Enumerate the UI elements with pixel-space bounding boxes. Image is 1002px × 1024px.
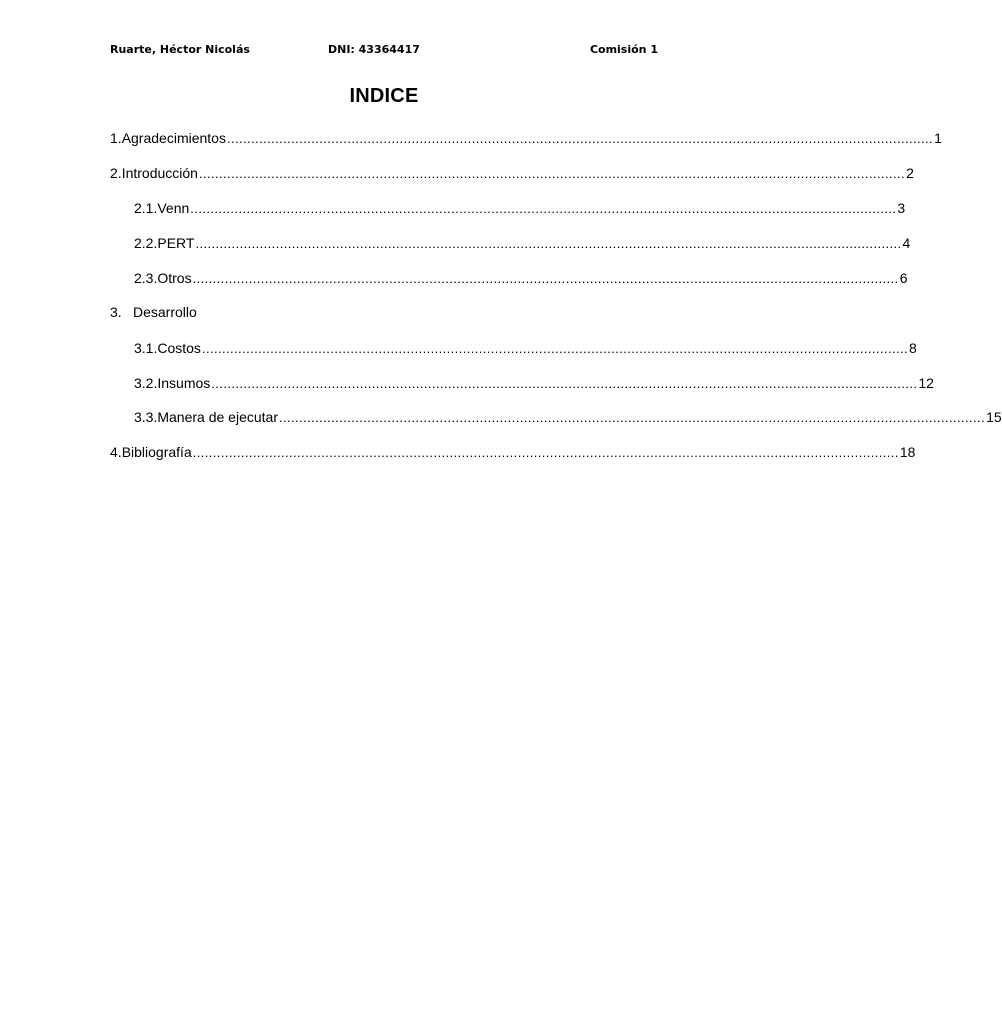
toc-page: 1 (934, 130, 942, 146)
toc-leader: ................................................................................................................................................................................ (190, 201, 897, 216)
toc-leader: ................................................................................................................................................................................ (211, 376, 918, 391)
toc-label: Costos (157, 340, 201, 356)
toc-label: PERT (157, 235, 195, 251)
toc-entry-introduccion[interactable] (110, 163, 914, 183)
toc-page: 2 (906, 165, 914, 181)
toc-number: 2.3. (134, 270, 158, 286)
toc-page: 15 (986, 409, 1002, 425)
toc-number: 2.2. (134, 235, 158, 251)
toc-entry-pert[interactable] (134, 233, 911, 253)
toc-page: 8 (909, 340, 917, 356)
toc-number: 3.2. (134, 375, 158, 391)
toc-leader: ................................................................................................................................................................................ (279, 410, 986, 425)
toc-leader: ................................................................................................................................................................................ (192, 271, 899, 286)
toc-leader: ................................................................................................................................................................................ (198, 166, 906, 181)
toc-label: Desarrollo (133, 304, 197, 320)
toc-leader: ................................................................................................................................................................................ (201, 341, 909, 356)
toc-label: Insumos (157, 375, 211, 391)
toc-number: 3.3. (134, 409, 158, 425)
toc-label: Otros (157, 270, 192, 286)
author-dni: DNI: 43364417 (328, 43, 420, 56)
toc-number: 2.1. (134, 200, 158, 216)
toc-entry-venn[interactable] (134, 198, 906, 218)
toc-page: 6 (899, 270, 908, 286)
toc-label: Venn (157, 200, 190, 216)
page-header (110, 43, 658, 61)
toc-number: 4. (110, 444, 122, 460)
toc-label: Introducción (121, 165, 198, 181)
toc-entry-desarrollo[interactable] (110, 302, 556, 322)
toc-entry-otros[interactable] (134, 268, 908, 288)
toc-page: 3 (897, 200, 906, 216)
toc-entry-manera-de-ejecutar[interactable] (134, 407, 1002, 427)
toc-leader: ................................................................................................................................................................................ (226, 131, 934, 146)
page-title: INDICE (349, 85, 419, 107)
toc-entry-bibliografia[interactable] (110, 442, 916, 462)
toc-page: 4 (902, 235, 911, 251)
toc-entry-agradecimientos[interactable] (110, 128, 942, 148)
author-name: Ruarte, Héctor Nicolás (110, 43, 250, 56)
toc-number: 3.1. (134, 340, 158, 356)
commission: Comisión 1 (589, 43, 658, 56)
toc-label: Manera de ejecutar (157, 409, 278, 425)
toc-number: 1. (110, 130, 122, 146)
toc-number: 3. (110, 304, 122, 320)
toc-leader: ................................................................................................................................................................................ (195, 236, 902, 251)
toc-entry-costos[interactable] (134, 338, 917, 358)
toc-number: 2. (110, 165, 122, 181)
toc-page: 18 (899, 444, 916, 460)
toc-label: Bibliografía (121, 444, 192, 460)
toc-entry-insumos[interactable] (134, 373, 934, 393)
toc-page: 12 (918, 375, 934, 391)
toc-label: Agradecimientos (121, 130, 226, 146)
toc-leader: ................................................................................................................................................................................ (192, 445, 899, 460)
